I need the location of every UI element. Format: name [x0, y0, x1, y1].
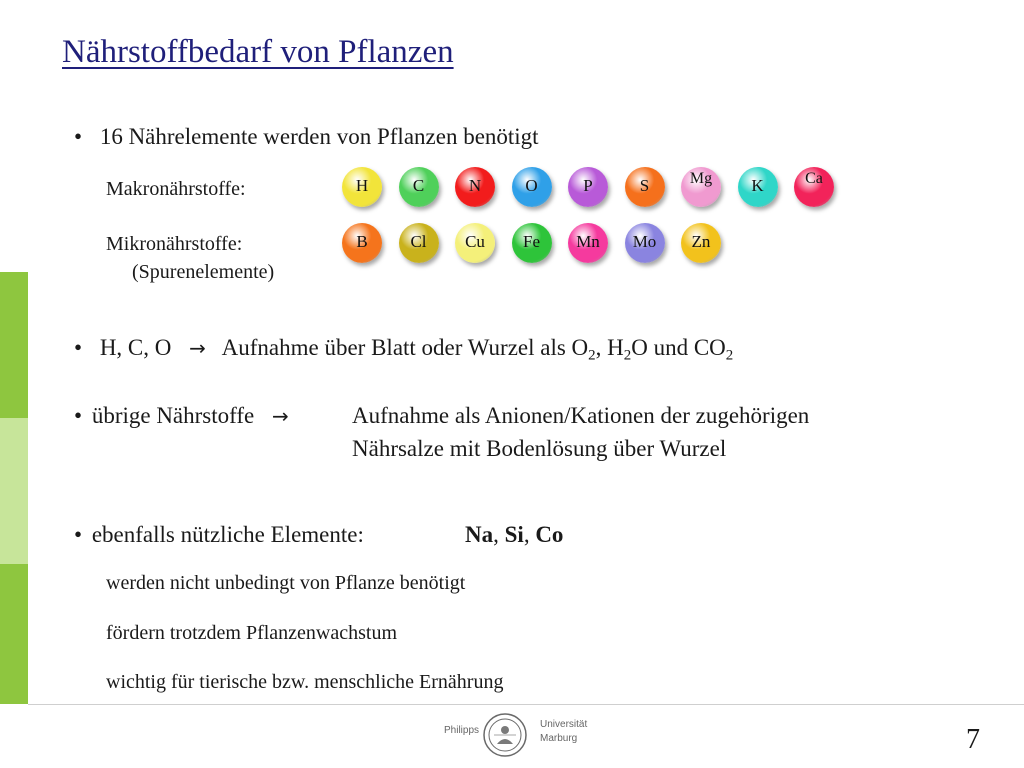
logo-text-right-2: Marburg — [540, 733, 578, 744]
element-ball-cl: Cl — [399, 223, 439, 263]
university-logo — [442, 710, 592, 758]
element-ball-n: N — [455, 167, 495, 207]
makro-label-line — [106, 178, 246, 199]
element-ball-zn: Zn — [681, 223, 721, 263]
arrow-icon: → — [189, 336, 206, 360]
mikro-sub-label: (Spurenelemente) — [132, 261, 275, 283]
bullet-4-prefix: ebenfalls nützliche Elemente: — [91, 522, 364, 547]
element-ball-c: C — [399, 167, 439, 207]
element-ball-k: K — [738, 167, 778, 207]
footer-divider — [28, 704, 1024, 705]
university-seal-icon — [482, 712, 528, 758]
element-ball-mo: Mo — [625, 223, 665, 263]
side-accent-bar-top — [0, 272, 28, 418]
bullet-dot: • — [74, 522, 83, 547]
bullet-dot: • — [74, 124, 83, 149]
useful-elements: Na, Si, Co — [465, 522, 564, 547]
bullet-1-text: 16 Nährelemente werden von Pflanzen benötigt — [99, 124, 539, 149]
element-si: Si — [504, 522, 524, 547]
bullet-dot: • — [74, 335, 83, 360]
mikro-label: Mikronährstoffe: — [106, 233, 243, 255]
bullet-4-sub-2: fördern trotzdem Pflanzenwachstum — [106, 622, 398, 644]
side-accent-bar-bottom — [0, 564, 28, 704]
element-ball-ca: Ca — [794, 167, 834, 207]
element-ball-s: S — [625, 167, 665, 207]
element-ball-fe: Fe — [512, 223, 552, 263]
bullet-4-sub-3: wichtig für tierische bzw. menschliche Ernährung — [106, 671, 504, 693]
bullet-3 — [74, 404, 289, 427]
element-ball-cu: Cu — [455, 223, 495, 263]
bullet-2 — [74, 336, 733, 363]
bullet-2-text: Aufnahme über Blatt oder Wurzel als $O_2$, $H_2O$ und $CO_2$ — [221, 335, 734, 364]
side-accent-bar-middle — [0, 418, 28, 564]
bullet-1 — [74, 125, 539, 148]
bullet-3-line-2: Nährsalze mit Bodenlösung über Wurzel — [352, 436, 727, 461]
element-na: Na — [465, 522, 494, 547]
logo-text-right-1: Universität — [540, 719, 588, 730]
element-ball-p: P — [568, 167, 608, 207]
slide-title: Nährstoffbedarf von Pflanzen — [62, 34, 454, 70]
element-co: Co — [535, 522, 564, 547]
element-ball-mg: Mg — [681, 167, 721, 207]
arrow-icon: → — [272, 404, 289, 428]
logo-text-left: Philipps — [444, 725, 480, 736]
mikro-label-line — [106, 233, 242, 254]
bullet-4 — [74, 523, 364, 546]
element-ball-o: O — [512, 167, 552, 207]
bullet-dot: • — [74, 403, 83, 428]
makro-label: Makronährstoffe: — [106, 178, 246, 200]
bullet-3-prefix: übrige Nährstoffe — [91, 403, 255, 428]
bullet-3-line-1: Aufnahme als Anionen/Kationen der zugehörigen — [352, 403, 810, 428]
bullet-2-prefix: H, C, O — [99, 335, 172, 360]
element-ball-b: B — [342, 223, 382, 263]
page-number: 7 — [966, 724, 980, 755]
bullet-4-sub-1: werden nicht unbedingt von Pflanze benötigt — [106, 572, 466, 594]
element-ball-h: H — [342, 167, 382, 207]
element-ball-mn: Mn — [568, 223, 608, 263]
